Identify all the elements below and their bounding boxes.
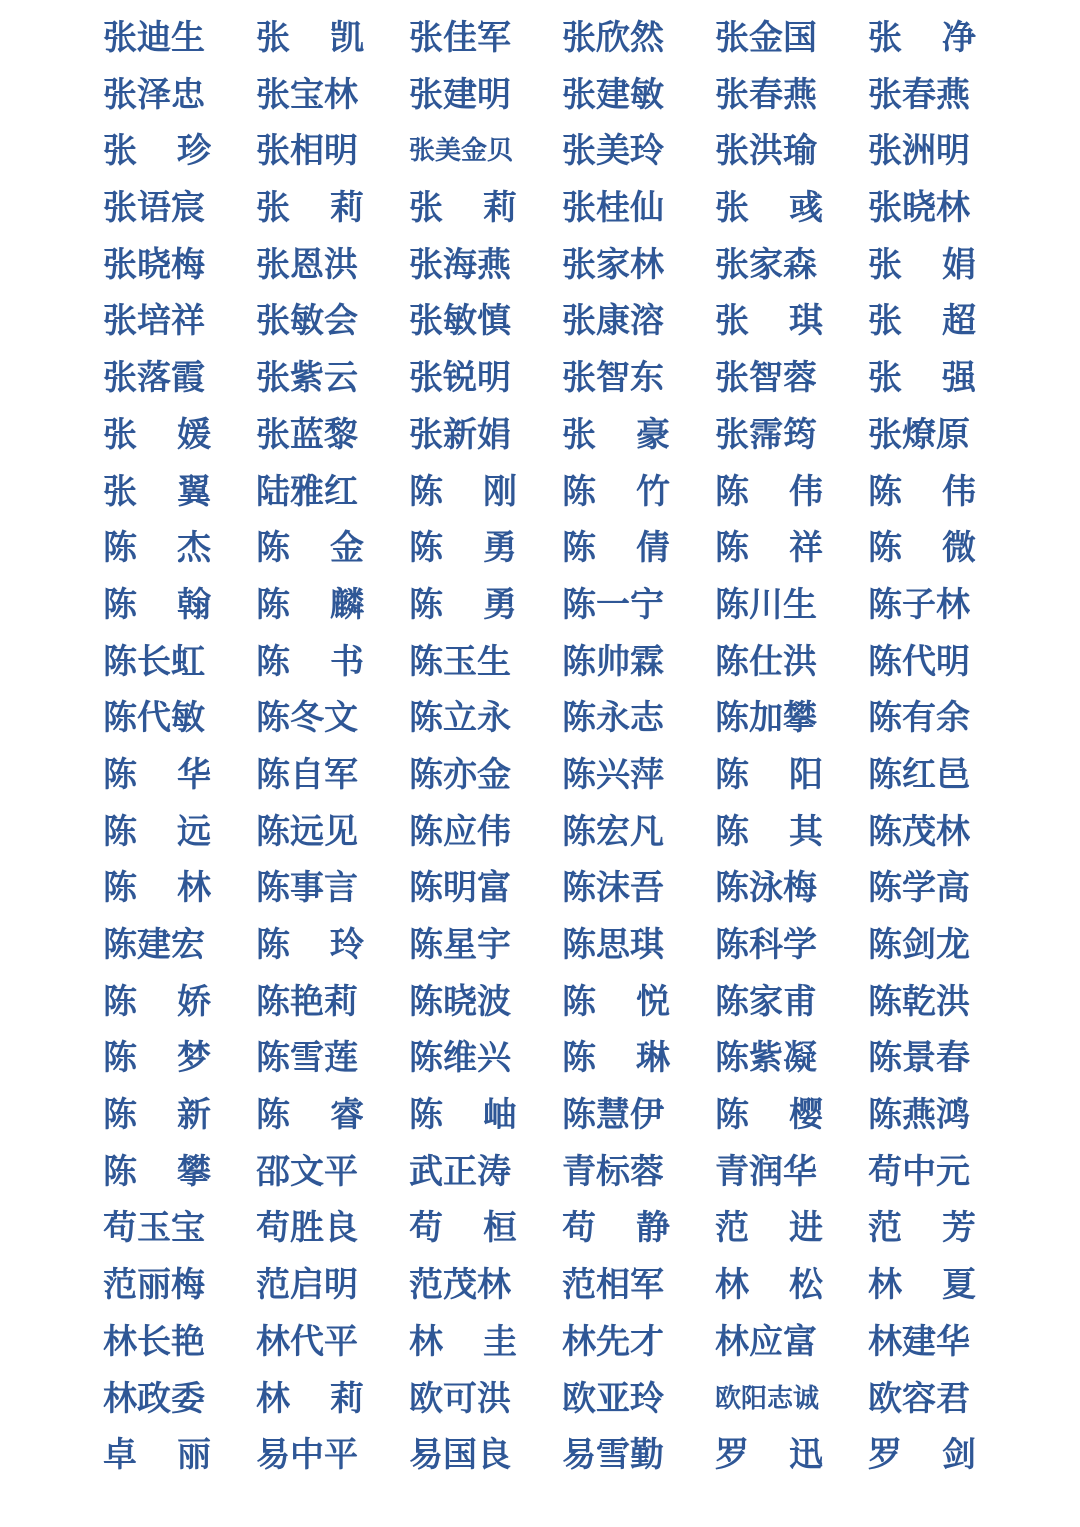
name-entry: 张紫云 xyxy=(256,358,358,399)
name-entry: 邵文平 xyxy=(256,1151,358,1192)
name-entry: 罗 剑 xyxy=(868,1435,976,1476)
name-entry: 张 琪 xyxy=(715,301,823,342)
name-entry: 林长艳 xyxy=(103,1321,205,1362)
name-entry: 陈泳梅 xyxy=(715,868,817,909)
name-entry: 卓 丽 xyxy=(103,1435,211,1476)
name-entry: 陈一宁 xyxy=(562,584,664,625)
name-entry: 武正涛 xyxy=(409,1151,511,1192)
name-entry: 张培祥 xyxy=(103,301,205,342)
name-entry: 陈慧伊 xyxy=(562,1095,664,1136)
name-entry: 陈永志 xyxy=(562,698,664,739)
name-entry: 陈亦金 xyxy=(409,754,511,795)
name-entry: 陈 杰 xyxy=(103,528,211,569)
name-entry: 陈茂林 xyxy=(868,811,970,852)
name-entry: 陈 琳 xyxy=(562,1038,670,1079)
name-entry: 陈紫凝 xyxy=(715,1038,817,1079)
name-entry: 陈 微 xyxy=(868,528,976,569)
name-entry: 张宝林 xyxy=(256,74,358,115)
name-entry: 范 进 xyxy=(715,1208,823,1249)
name-entry: 张 娟 xyxy=(868,244,976,285)
name-entry: 苟中元 xyxy=(868,1151,970,1192)
name-entry: 陈 竹 xyxy=(562,471,670,512)
name-entry: 张海燕 xyxy=(409,244,511,285)
name-entry: 林政委 xyxy=(103,1378,205,1419)
name-entry: 陈剑龙 xyxy=(868,925,970,965)
name-entry: 陈晓波 xyxy=(409,981,511,1022)
name-entry: 陈 金 xyxy=(256,528,364,569)
name-entry: 张蓝黎 xyxy=(256,414,358,455)
name-entry: 陈维兴 xyxy=(409,1038,511,1079)
name-entry: 陈 梦 xyxy=(103,1038,211,1079)
name-entry: 陈 勇 xyxy=(409,584,517,625)
name-entry: 张恩洪 xyxy=(256,244,358,285)
name-entry: 苟 桓 xyxy=(409,1208,517,1249)
name-entry: 张建敏 xyxy=(562,74,664,115)
name-entry: 林 圭 xyxy=(409,1321,517,1362)
name-entry: 易国良 xyxy=(409,1435,511,1476)
name-entry: 陈科学 xyxy=(715,925,817,965)
name-entry: 欧可洪 xyxy=(409,1378,511,1419)
name-entry: 张洪瑜 xyxy=(715,131,817,172)
name-entry: 陈 林 xyxy=(103,868,211,909)
name-entry: 张新娟 xyxy=(409,414,511,455)
name-entry: 陈有余 xyxy=(868,698,970,739)
name-entry: 林 夏 xyxy=(868,1265,976,1306)
name-entry: 张晓林 xyxy=(868,188,970,229)
name-entry: 张燎原 xyxy=(868,414,970,455)
name-entry: 青润华 xyxy=(715,1151,817,1192)
name-entry: 陈雪莲 xyxy=(256,1038,358,1079)
name-entry: 陈应伟 xyxy=(409,811,511,852)
name-entry: 欧容君 xyxy=(868,1378,970,1419)
name-entry: 陈立永 xyxy=(409,698,511,739)
name-entry: 苟胜良 xyxy=(256,1208,358,1249)
name-entry: 陈代敏 xyxy=(103,698,205,739)
name-entry: 张 莉 xyxy=(256,188,364,229)
name-entry: 苟 静 xyxy=(562,1208,670,1249)
name-entry: 张落霞 xyxy=(103,358,205,399)
name-entry: 张桂仙 xyxy=(562,188,664,229)
name-entry: 张语宸 xyxy=(103,188,205,229)
name-entry: 陈 玲 xyxy=(256,925,364,965)
name-entry: 张敏慎 xyxy=(409,301,511,342)
name-entry: 陈兴萍 xyxy=(562,754,664,795)
name-entry: 张敏会 xyxy=(256,301,358,342)
name-entry: 张 强 xyxy=(868,358,976,399)
name-entry: 林先才 xyxy=(562,1321,664,1362)
name-entry: 张美金贝 xyxy=(409,136,514,167)
name-entry: 陈 娇 xyxy=(103,981,211,1022)
name-entry: 范 芳 xyxy=(868,1208,976,1249)
name-entry: 张泽忠 xyxy=(103,74,205,115)
name-entry: 陈 岫 xyxy=(409,1095,517,1136)
name-entry: 欧亚玲 xyxy=(562,1378,664,1419)
name-entry: 张 莉 xyxy=(409,188,517,229)
name-entry: 陈红邑 xyxy=(868,754,970,795)
name-entry: 张美玲 xyxy=(562,131,664,172)
name-entry: 陈 悦 xyxy=(562,981,670,1022)
name-entry: 张智东 xyxy=(562,358,664,399)
name-entry: 张 珍 xyxy=(103,131,211,172)
name-entry: 张智蓉 xyxy=(715,358,817,399)
name-entry: 易中平 xyxy=(256,1435,358,1476)
name-entry: 陈 樱 xyxy=(715,1095,823,1136)
name-entry: 陈沫吾 xyxy=(562,868,664,909)
name-entry: 陈 华 xyxy=(103,754,211,795)
name-entry: 张霈筠 xyxy=(715,414,817,455)
name-entry: 张春燕 xyxy=(715,74,817,115)
name-entry: 林代平 xyxy=(256,1321,358,1362)
name-entry: 陈冬文 xyxy=(256,698,358,739)
name-entry: 陈明富 xyxy=(409,868,511,909)
name-entry: 张晓梅 xyxy=(103,244,205,285)
name-entry: 张 彧 xyxy=(715,188,823,229)
name-entry: 张春燕 xyxy=(868,74,970,115)
name-entry: 陈 倩 xyxy=(562,528,670,569)
name-entry: 张 媛 xyxy=(103,414,211,455)
name-entry: 陈学高 xyxy=(868,868,970,909)
name-entry: 张相明 xyxy=(256,131,358,172)
name-entry: 林 松 xyxy=(715,1265,823,1306)
name-entry: 林应富 xyxy=(715,1321,817,1362)
name-entry: 陈 翰 xyxy=(103,584,211,625)
name-entry: 陈 其 xyxy=(715,811,823,852)
name-entry: 陈宏凡 xyxy=(562,811,664,852)
name-entry: 张金国 xyxy=(715,18,817,58)
name-entry: 陈艳莉 xyxy=(256,981,358,1022)
name-entry: 欧阳志诚 xyxy=(715,1383,820,1414)
name-entry: 张康溶 xyxy=(562,301,664,342)
name-entry: 陈 睿 xyxy=(256,1095,364,1136)
name-entry: 张 翼 xyxy=(103,471,211,512)
name-entry: 陈建宏 xyxy=(103,925,205,965)
name-entry: 张家林 xyxy=(562,244,664,285)
name-entry: 陈 麟 xyxy=(256,584,364,625)
name-entry: 张迪生 xyxy=(103,18,205,58)
name-entry: 陈帅霖 xyxy=(562,641,664,682)
name-entry: 陈 攀 xyxy=(103,1151,211,1192)
name-entry: 陈加攀 xyxy=(715,698,817,739)
name-entry: 陈 伟 xyxy=(715,471,823,512)
name-entry: 范相军 xyxy=(562,1265,664,1306)
name-entry: 范启明 xyxy=(256,1265,358,1306)
name-entry: 陈 祥 xyxy=(715,528,823,569)
name-entry: 陈 新 xyxy=(103,1095,211,1136)
name-entry: 陈 书 xyxy=(256,641,364,682)
name-entry: 陈玉生 xyxy=(409,641,511,682)
name-list xyxy=(103,10,983,1484)
name-entry: 陈 勇 xyxy=(409,528,517,569)
name-entry: 陈景春 xyxy=(868,1038,970,1079)
name-entry: 陈星宇 xyxy=(409,925,511,965)
name-entry: 陈长虹 xyxy=(103,641,205,682)
name-entry: 陈川生 xyxy=(715,584,817,625)
name-entry: 张洲明 xyxy=(868,131,970,172)
name-entry: 张建明 xyxy=(409,74,511,115)
name-entry: 陈 阳 xyxy=(715,754,823,795)
name-entry: 陈远见 xyxy=(256,811,358,852)
name-entry: 陈事言 xyxy=(256,868,358,909)
name-entry: 范丽梅 xyxy=(103,1265,205,1306)
name-entry: 苟玉宝 xyxy=(103,1208,205,1249)
name-entry: 张家森 xyxy=(715,244,817,285)
name-entry: 陈 远 xyxy=(103,811,211,852)
name-entry: 青标蓉 xyxy=(562,1151,664,1192)
name-entry: 张 凯 xyxy=(256,18,364,58)
name-entry: 张 净 xyxy=(868,18,976,58)
name-entry: 易雪勤 xyxy=(562,1435,664,1476)
name-entry: 陈思琪 xyxy=(562,925,664,965)
name-entry: 张欣然 xyxy=(562,18,664,58)
name-entry: 陈家甫 xyxy=(715,981,817,1022)
name-entry: 陈 伟 xyxy=(868,471,976,512)
name-entry: 陈乾洪 xyxy=(868,981,970,1022)
name-entry: 陈代明 xyxy=(868,641,970,682)
name-entry: 张 超 xyxy=(868,301,976,342)
name-entry: 林建华 xyxy=(868,1321,970,1362)
name-entry: 张 豪 xyxy=(562,414,670,455)
name-entry: 张锐明 xyxy=(409,358,511,399)
name-entry: 陈 刚 xyxy=(409,471,517,512)
name-entry: 陈燕鸿 xyxy=(868,1095,970,1136)
name-entry: 范茂林 xyxy=(409,1265,511,1306)
name-entry: 陈自军 xyxy=(256,754,358,795)
name-entry: 陈子林 xyxy=(868,584,970,625)
name-entry: 陆雅红 xyxy=(256,471,358,512)
name-entry: 林 莉 xyxy=(256,1378,364,1419)
name-entry: 陈仕洪 xyxy=(715,641,817,682)
name-entry: 张佳军 xyxy=(409,18,511,58)
name-entry: 罗 迅 xyxy=(715,1435,823,1476)
